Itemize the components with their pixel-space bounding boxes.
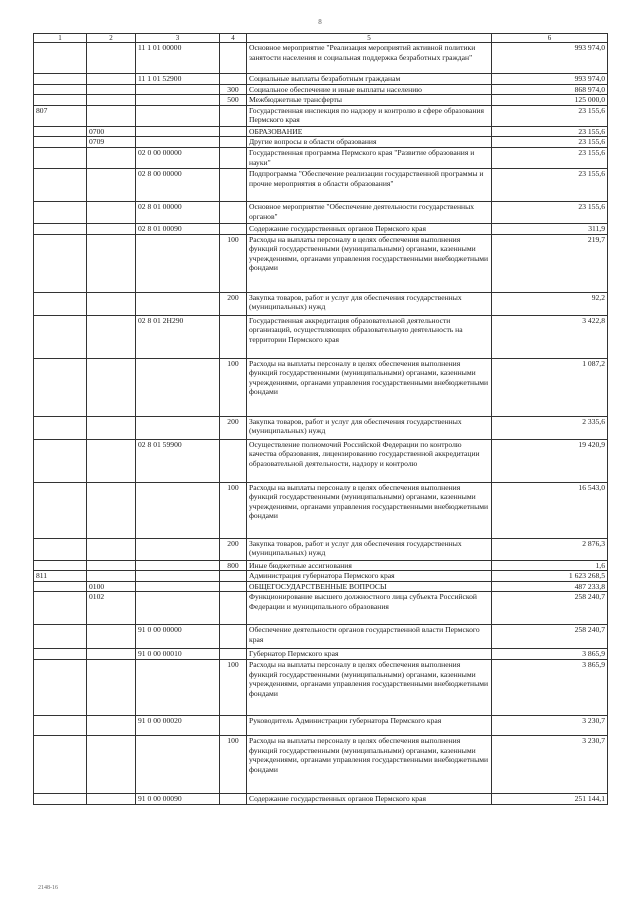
table-row	[34, 84, 608, 95]
expense-type-cell: 100	[220, 659, 247, 715]
description-cell: Государственная программа Пермского края "Развитие образования и науки"	[247, 147, 492, 168]
table-row	[34, 592, 608, 625]
target-article-cell	[136, 126, 220, 137]
description-cell: ОБРАЗОВАНИЕ	[247, 126, 492, 137]
chapter-code-cell	[34, 416, 87, 439]
expense-type-cell: 100	[220, 735, 247, 793]
chapter-code-cell	[34, 43, 87, 74]
target-article-cell	[136, 105, 220, 126]
amount-cell: 23 155,6	[492, 201, 608, 223]
table-row	[34, 126, 608, 137]
amount-cell: 251 144,1	[492, 793, 608, 804]
target-article-cell: 91 0 00 00000	[136, 625, 220, 649]
column-header: 6	[492, 34, 608, 43]
amount-cell: 23 155,6	[492, 126, 608, 137]
chapter-code-cell	[34, 358, 87, 416]
column-header: 3	[136, 34, 220, 43]
description-cell: Расходы на выплаты персоналу в целях обеспечения выполнения функций государственными (муниципальными) органами, казенными учреждениями, органами управления государственными внебюджетными фондами	[247, 482, 492, 538]
description-cell: Государственная инспекция по надзору и контролю в сфере образования Пермского края	[247, 105, 492, 126]
target-article-cell: 02 8 01 2Н290	[136, 315, 220, 358]
table-row	[34, 735, 608, 793]
section-code-cell	[87, 439, 136, 482]
amount-cell: 311,9	[492, 223, 608, 234]
description-cell: Закупка товаров, работ и услуг для обеспечения государственных (муниципальных) нужд	[247, 538, 492, 560]
amount-cell: 868 974,0	[492, 84, 608, 95]
expense-type-cell	[220, 223, 247, 234]
expense-type-cell	[220, 439, 247, 482]
description-cell: Закупка товаров, работ и услуг для обеспечения государственных (муниципальных) нужд	[247, 292, 492, 315]
amount-cell: 1 087,2	[492, 358, 608, 416]
amount-cell: 92,2	[492, 292, 608, 315]
expense-type-cell: 200	[220, 416, 247, 439]
section-code-cell: 0102	[87, 592, 136, 625]
section-code-cell	[87, 43, 136, 74]
expense-type-cell	[220, 201, 247, 223]
target-article-cell: 02 8 01 00000	[136, 201, 220, 223]
table-row	[34, 659, 608, 715]
section-code-cell	[87, 105, 136, 126]
chapter-code-cell	[34, 735, 87, 793]
section-code-cell	[87, 84, 136, 95]
amount-cell: 23 155,6	[492, 147, 608, 168]
amount-cell: 3 230,7	[492, 735, 608, 793]
chapter-code-cell	[34, 137, 87, 148]
amount-cell: 16 543,0	[492, 482, 608, 538]
description-cell: Закупка товаров, работ и услуг для обеспечения государственных (муниципальных) нужд	[247, 416, 492, 439]
section-code-cell	[87, 416, 136, 439]
chapter-code-cell	[34, 538, 87, 560]
description-cell: Подпрограмма "Обеспечение реализации государственной программы и прочие мероприятия в области образования"	[247, 168, 492, 201]
expense-type-cell: 300	[220, 84, 247, 95]
expense-type-cell: 100	[220, 482, 247, 538]
chapter-code-cell	[34, 560, 87, 571]
expense-type-cell	[220, 105, 247, 126]
expense-type-cell: 500	[220, 95, 247, 106]
table-row	[34, 95, 608, 106]
table-row	[34, 358, 608, 416]
amount-cell: 219,7	[492, 234, 608, 292]
table-row	[34, 439, 608, 482]
amount-cell: 2 876,3	[492, 538, 608, 560]
expense-type-cell	[220, 74, 247, 85]
expense-type-cell	[220, 137, 247, 148]
expense-type-cell	[220, 43, 247, 74]
section-code-cell	[87, 95, 136, 106]
page-number: 8	[318, 18, 322, 26]
description-cell: Основное мероприятие "Обеспечение деятельности государственных органов"	[247, 201, 492, 223]
chapter-code-cell	[34, 126, 87, 137]
table-row	[34, 105, 608, 126]
table-row	[34, 416, 608, 439]
table-row	[34, 201, 608, 223]
table-row	[34, 74, 608, 85]
section-code-cell: 0709	[87, 137, 136, 148]
expense-type-cell	[220, 147, 247, 168]
amount-cell: 2 335,6	[492, 416, 608, 439]
chapter-code-cell	[34, 482, 87, 538]
target-article-cell	[136, 538, 220, 560]
chapter-code-cell	[34, 84, 87, 95]
description-cell: Расходы на выплаты персоналу в целях обеспечения выполнения функций государственными (муниципальными) органами, казенными учреждениями, органами управления государственными внебюджетными фондами	[247, 234, 492, 292]
target-article-cell	[136, 482, 220, 538]
description-cell: Межбюджетные трансферты	[247, 95, 492, 106]
target-article-cell: 11 1 01 52900	[136, 74, 220, 85]
section-code-cell: 0700	[87, 126, 136, 137]
amount-cell: 258 240,7	[492, 592, 608, 625]
expense-type-cell	[220, 126, 247, 137]
description-cell: Содержание государственных органов Пермского края	[247, 223, 492, 234]
section-code-cell	[87, 201, 136, 223]
section-code-cell	[87, 223, 136, 234]
chapter-code-cell	[34, 292, 87, 315]
chapter-code-cell	[34, 625, 87, 649]
target-article-cell	[136, 234, 220, 292]
table-row	[34, 292, 608, 315]
expense-type-cell: 100	[220, 358, 247, 416]
amount-cell: 3 865,9	[492, 649, 608, 660]
target-article-cell	[136, 95, 220, 106]
expense-type-cell: 200	[220, 538, 247, 560]
table-row	[34, 560, 608, 571]
section-code-cell	[87, 735, 136, 793]
table-row	[34, 315, 608, 358]
chapter-code-cell	[34, 592, 87, 625]
expense-type-cell	[220, 581, 247, 592]
expense-type-cell: 200	[220, 292, 247, 315]
description-cell: Расходы на выплаты персоналу в целях обеспечения выполнения функций государственными (муниципальными) органами, казенными учреждениями, органами управления государственными внебюджетными фондами	[247, 659, 492, 715]
target-article-cell: 02 8 01 00090	[136, 223, 220, 234]
description-cell: Содержание государственных органов Пермского края	[247, 793, 492, 804]
table-row	[34, 571, 608, 582]
section-code-cell	[87, 538, 136, 560]
table-row	[34, 43, 608, 74]
section-code-cell	[87, 147, 136, 168]
section-code-cell	[87, 793, 136, 804]
expense-type-cell	[220, 315, 247, 358]
amount-cell: 3 865,9	[492, 659, 608, 715]
chapter-code-cell	[34, 581, 87, 592]
chapter-code-cell	[34, 439, 87, 482]
section-code-cell	[87, 315, 136, 358]
amount-cell: 1 623 268,5	[492, 571, 608, 582]
section-code-cell	[87, 234, 136, 292]
target-article-cell	[136, 358, 220, 416]
chapter-code-cell	[34, 168, 87, 201]
chapter-code-cell	[34, 95, 87, 106]
expense-type-cell: 800	[220, 560, 247, 571]
table-header-row	[34, 34, 608, 43]
column-header: 5	[247, 34, 492, 43]
column-header: 2	[87, 34, 136, 43]
expense-type-cell	[220, 649, 247, 660]
target-article-cell	[136, 560, 220, 571]
section-code-cell	[87, 358, 136, 416]
chapter-code-cell	[34, 315, 87, 358]
description-cell: Администрация губернатора Пермского края	[247, 571, 492, 582]
table-row	[34, 625, 608, 649]
chapter-code-cell	[34, 147, 87, 168]
table-row	[34, 581, 608, 592]
table-row	[34, 147, 608, 168]
section-code-cell	[87, 649, 136, 660]
amount-cell: 23 155,6	[492, 168, 608, 201]
section-code-cell	[87, 659, 136, 715]
expense-type-cell	[220, 793, 247, 804]
column-header: 1	[34, 34, 87, 43]
description-cell: Расходы на выплаты персоналу в целях обеспечения выполнения функций государственными (муниципальными) органами, казенными учреждениями, органами управления государственными внебюджетными фондами	[247, 358, 492, 416]
amount-cell: 125 000,0	[492, 95, 608, 106]
chapter-code-cell	[34, 793, 87, 804]
target-article-cell: 91 0 00 00020	[136, 715, 220, 735]
description-cell: Функционирование высшего должностного лица субъекта Российской Федерации и муниципального образования	[247, 592, 492, 625]
column-header: 4	[220, 34, 247, 43]
description-cell: Социальное обеспечение и иные выплаты населению	[247, 84, 492, 95]
expense-type-cell	[220, 592, 247, 625]
target-article-cell: 91 0 00 00090	[136, 793, 220, 804]
expense-type-cell	[220, 625, 247, 649]
section-code-cell	[87, 482, 136, 538]
table-row	[34, 482, 608, 538]
target-article-cell: 02 8 00 00000	[136, 168, 220, 201]
section-code-cell: 0100	[87, 581, 136, 592]
table-row	[34, 234, 608, 292]
amount-cell: 258 240,7	[492, 625, 608, 649]
section-code-cell	[87, 74, 136, 85]
description-cell: Расходы на выплаты персоналу в целях обеспечения выполнения функций государственными (муниципальными) органами, казенными учреждениями, органами управления государственными внебюджетными фондами	[247, 735, 492, 793]
table-row	[34, 168, 608, 201]
description-cell: Государственная аккредитация образовательной деятельности организаций, осуществляющих образовательную деятельность на территории Пермского края	[247, 315, 492, 358]
table-body	[34, 43, 608, 805]
chapter-code-cell	[34, 74, 87, 85]
description-cell: Иные бюджетные ассигнования	[247, 560, 492, 571]
description-cell: Руководитель Администрации губернатора Пермского края	[247, 715, 492, 735]
target-article-cell	[136, 571, 220, 582]
section-code-cell	[87, 560, 136, 571]
amount-cell: 3 422,8	[492, 315, 608, 358]
target-article-cell	[136, 84, 220, 95]
table-row	[34, 137, 608, 148]
target-article-cell: 91 0 00 00010	[136, 649, 220, 660]
amount-cell: 487 233,8	[492, 581, 608, 592]
target-article-cell	[136, 137, 220, 148]
budget-table	[33, 33, 608, 805]
chapter-code-cell: 811	[34, 571, 87, 582]
amount-cell: 23 155,6	[492, 105, 608, 126]
amount-cell: 3 230,7	[492, 715, 608, 735]
description-cell: Губернатор Пермского края	[247, 649, 492, 660]
target-article-cell	[136, 735, 220, 793]
expense-type-cell: 100	[220, 234, 247, 292]
amount-cell: 993 974,0	[492, 74, 608, 85]
target-article-cell	[136, 416, 220, 439]
target-article-cell	[136, 659, 220, 715]
description-cell: Другие вопросы в области образования	[247, 137, 492, 148]
description-cell: Основное мероприятие "Реализация мероприятий активной политики занятости населения и социальная поддержка безработных граждан"	[247, 43, 492, 74]
amount-cell: 993 974,0	[492, 43, 608, 74]
expense-type-cell	[220, 715, 247, 735]
chapter-code-cell	[34, 659, 87, 715]
description-cell: Осуществление полномочий Российской Федерации по контролю качества образования, лицензированию государственной аккредитации образовательной деятельности, надзору и контролю	[247, 439, 492, 482]
target-article-cell	[136, 292, 220, 315]
description-cell: ОБЩЕГОСУДАРСТВЕННЫЕ ВОПРОСЫ	[247, 581, 492, 592]
section-code-cell	[87, 292, 136, 315]
chapter-code-cell	[34, 234, 87, 292]
target-article-cell: 11 1 01 00000	[136, 43, 220, 74]
chapter-code-cell	[34, 223, 87, 234]
table-row	[34, 223, 608, 234]
table-row	[34, 793, 608, 804]
description-cell: Социальные выплаты безработным гражданам	[247, 74, 492, 85]
footer-document-code: 2148-16	[38, 885, 58, 891]
expense-type-cell	[220, 168, 247, 201]
target-article-cell	[136, 581, 220, 592]
target-article-cell	[136, 592, 220, 625]
target-article-cell: 02 0 00 00000	[136, 147, 220, 168]
section-code-cell	[87, 625, 136, 649]
section-code-cell	[87, 715, 136, 735]
description-cell: Обеспечение деятельности органов государственной власти Пермского края	[247, 625, 492, 649]
chapter-code-cell: 807	[34, 105, 87, 126]
table-row	[34, 715, 608, 735]
section-code-cell	[87, 168, 136, 201]
table-row	[34, 649, 608, 660]
section-code-cell	[87, 571, 136, 582]
table-row	[34, 538, 608, 560]
chapter-code-cell	[34, 715, 87, 735]
amount-cell: 23 155,6	[492, 137, 608, 148]
amount-cell: 19 420,9	[492, 439, 608, 482]
chapter-code-cell	[34, 649, 87, 660]
amount-cell: 1,6	[492, 560, 608, 571]
target-article-cell: 02 8 01 59900	[136, 439, 220, 482]
expense-type-cell	[220, 571, 247, 582]
chapter-code-cell	[34, 201, 87, 223]
